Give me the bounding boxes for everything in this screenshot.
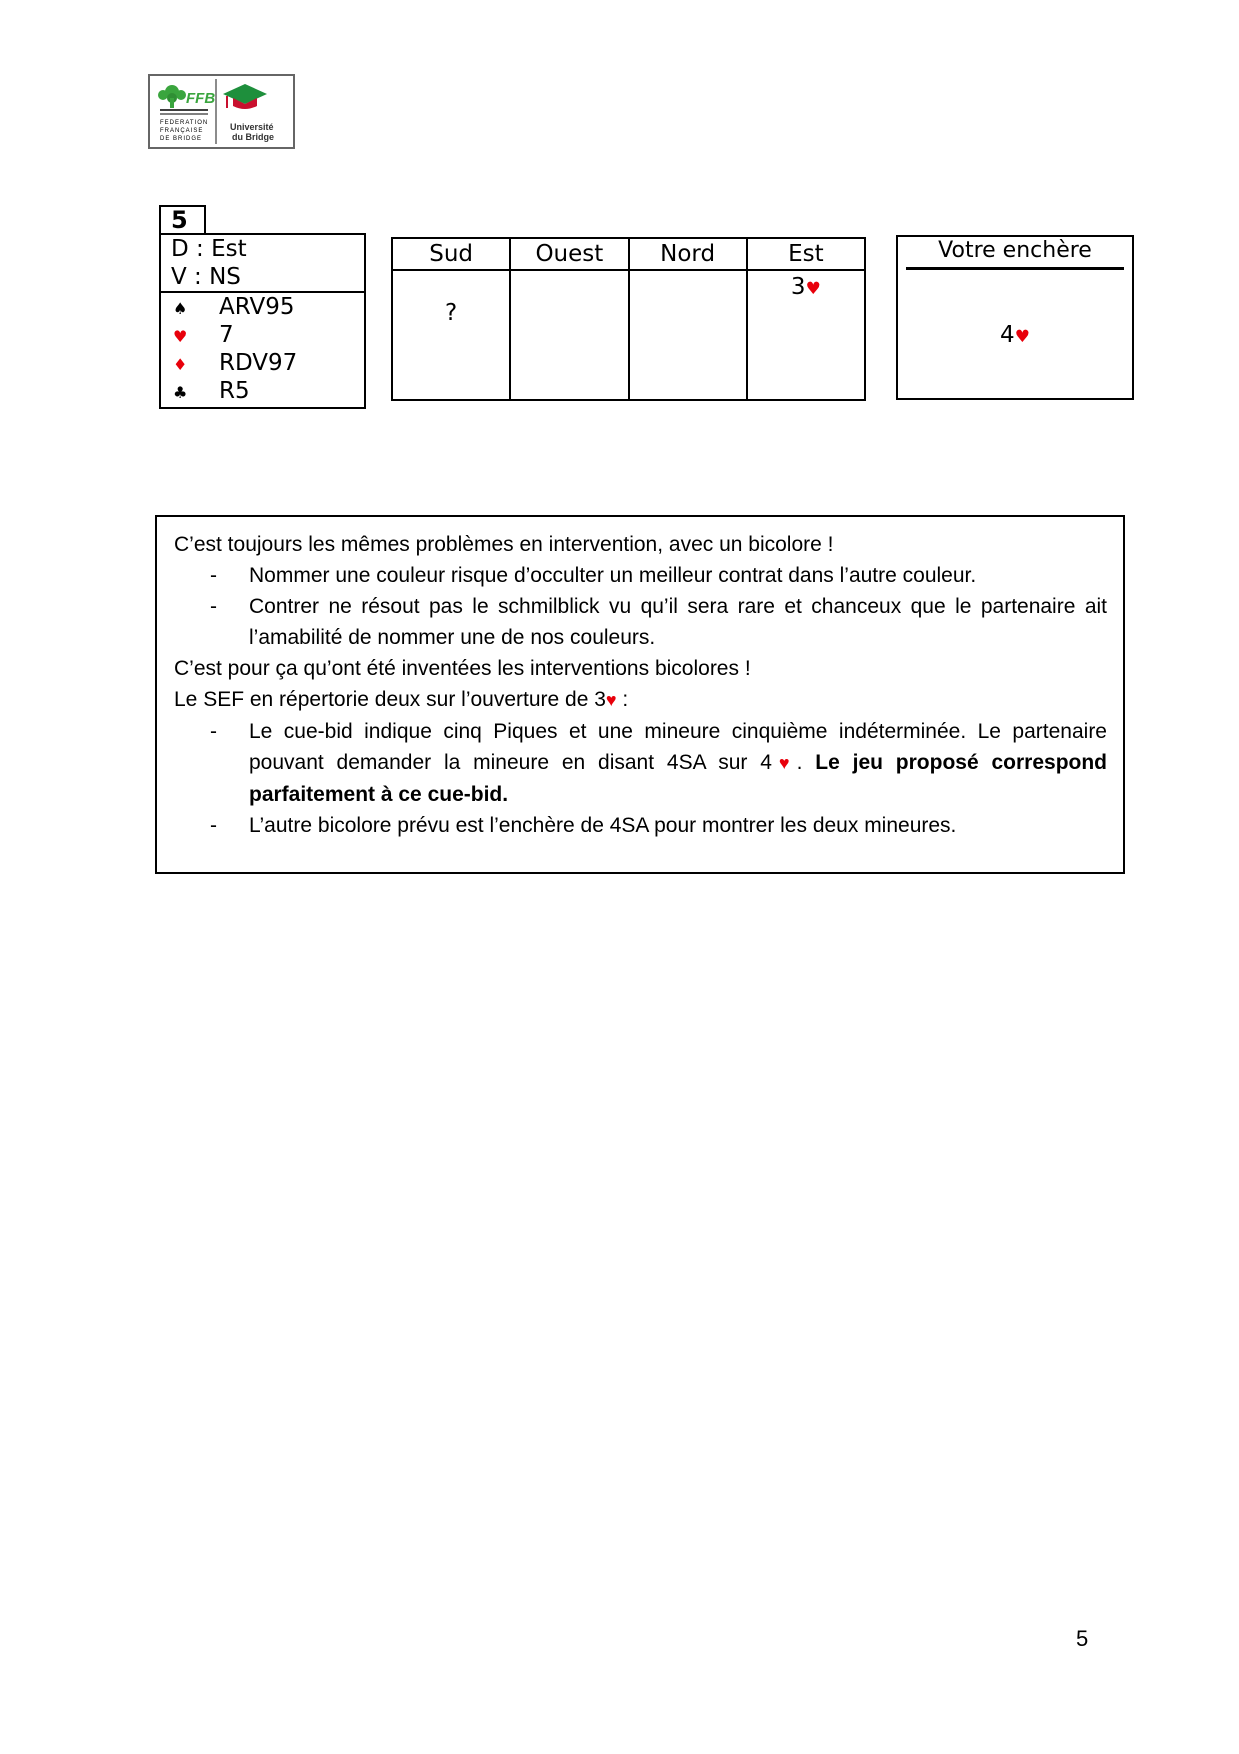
heart-icon: ♥ bbox=[805, 279, 821, 299]
answer-level: 4 bbox=[1000, 322, 1015, 348]
header-est: Est bbox=[747, 238, 865, 270]
para3-text: Le SEF en répertorie deux sur l’ouverture de 3 bbox=[174, 688, 606, 711]
bullet-list-1 bbox=[174, 560, 1107, 653]
diamond-cards: RDV97 bbox=[219, 350, 298, 376]
heart-icon: ♥ bbox=[1014, 327, 1030, 347]
heart-cards: 7 bbox=[219, 322, 234, 348]
univ-text-1: Université bbox=[230, 122, 274, 132]
bullet-text: L’autre bicolore prévu est l’enchère de 4SA pour montrer les deux mineures. bbox=[249, 814, 957, 837]
answer-title: Votre enchère bbox=[938, 238, 1092, 263]
comment-intro: C’est toujours les mêmes problèmes en intervention, avec un bicolore ! bbox=[174, 533, 834, 556]
spade-cards: ARV95 bbox=[219, 294, 295, 320]
heart-icon: ♥ bbox=[771, 753, 797, 773]
bidding-table bbox=[391, 237, 866, 401]
heart-icon: ♥ bbox=[173, 327, 188, 346]
answer-divider bbox=[906, 267, 1124, 270]
list-item: - Nommer une couleur risque d’occulter un meilleur contrat dans l’autre couleur. bbox=[210, 564, 977, 587]
ffb-subtitle-1: FEDERATION bbox=[160, 120, 209, 126]
ffb-subtitle-2: FRANÇAISE bbox=[160, 128, 204, 134]
cell-ouest bbox=[510, 270, 628, 400]
hand-row-diamonds bbox=[161, 349, 364, 377]
list-item: - Le cue-bid indique cinq Piques et une mineure cinquième indéterminée. Le partenaire pouvant demander la mineure en disant 4SA sur 4♥. Le jeu proposé correspond parfaitement à ce cue-bid. bbox=[210, 720, 1108, 806]
spade-icon: ♠ bbox=[173, 299, 188, 318]
univ-text-2: du Bridge bbox=[232, 132, 274, 142]
ffb-logo bbox=[148, 74, 295, 149]
page-number: 5 bbox=[1076, 1626, 1089, 1651]
bullet-cue-bold: Le jeu proposé correspond parfaitement à ce cue-bid. bbox=[249, 751, 1108, 806]
para3-tail: : bbox=[616, 688, 629, 711]
header-ouest: Ouest bbox=[510, 238, 628, 270]
bullet-cue-tail: . bbox=[796, 751, 816, 774]
cell-nord bbox=[629, 270, 747, 400]
vulnerability: V : NS bbox=[171, 264, 241, 290]
hand-row-clubs bbox=[161, 377, 364, 405]
bullet-text: Contrer ne résout pas le schmilblick vu qu’il sera rare et chanceux que le partenaire ait l’amabilité de nommer une de nos couleurs. bbox=[249, 595, 1107, 649]
header-nord: Nord bbox=[629, 238, 747, 270]
ffb-subtitle-3: DE BRIDGE bbox=[160, 136, 203, 142]
list-item: - Contrer ne résout pas le schmilblick vu qu’il sera rare et chanceux que le partenaire ait l’amabilité de nommer une de nos couleurs. bbox=[210, 595, 1107, 649]
header-sud: Sud bbox=[392, 238, 510, 270]
club-cards: R5 bbox=[219, 378, 250, 404]
comment-para-2: C’est pour ça qu’ont été inventées les interventions bicolores ! bbox=[174, 657, 751, 680]
cell-est bbox=[747, 270, 865, 400]
heart-icon: ♥ bbox=[605, 690, 617, 710]
answer-value bbox=[898, 322, 1132, 348]
dealer: D : Est bbox=[171, 236, 247, 262]
bullet-list-2 bbox=[174, 716, 1107, 841]
comment-para-3 bbox=[174, 684, 1107, 716]
ffb-text: FFB bbox=[186, 90, 216, 107]
bullet-text: Nommer une couleur risque d’occulter un meilleur contrat dans l’autre couleur. bbox=[249, 564, 977, 587]
deal-number: 5 bbox=[159, 205, 206, 234]
list-item: - L’autre bicolore prévu est l’enchère de 4SA pour montrer les deux mineures. bbox=[210, 814, 957, 837]
bullet-cue-text: Le cue-bid indique cinq Piques et une mineure cinquième indéterminée. Le partenaire pouvant demander la mineure en disant 4SA sur 4 bbox=[249, 720, 1107, 774]
diamond-icon: ♦ bbox=[173, 355, 188, 374]
deal-box bbox=[159, 233, 366, 409]
hand-row-hearts bbox=[161, 321, 364, 349]
cell-sud bbox=[392, 270, 510, 400]
bid-sud: ? bbox=[445, 300, 458, 326]
hand-row-spades bbox=[161, 293, 364, 321]
commentary-box bbox=[155, 515, 1125, 874]
club-icon: ♣ bbox=[173, 383, 188, 402]
bid-est-level: 3 bbox=[790, 274, 806, 300]
answer-box bbox=[896, 235, 1134, 400]
